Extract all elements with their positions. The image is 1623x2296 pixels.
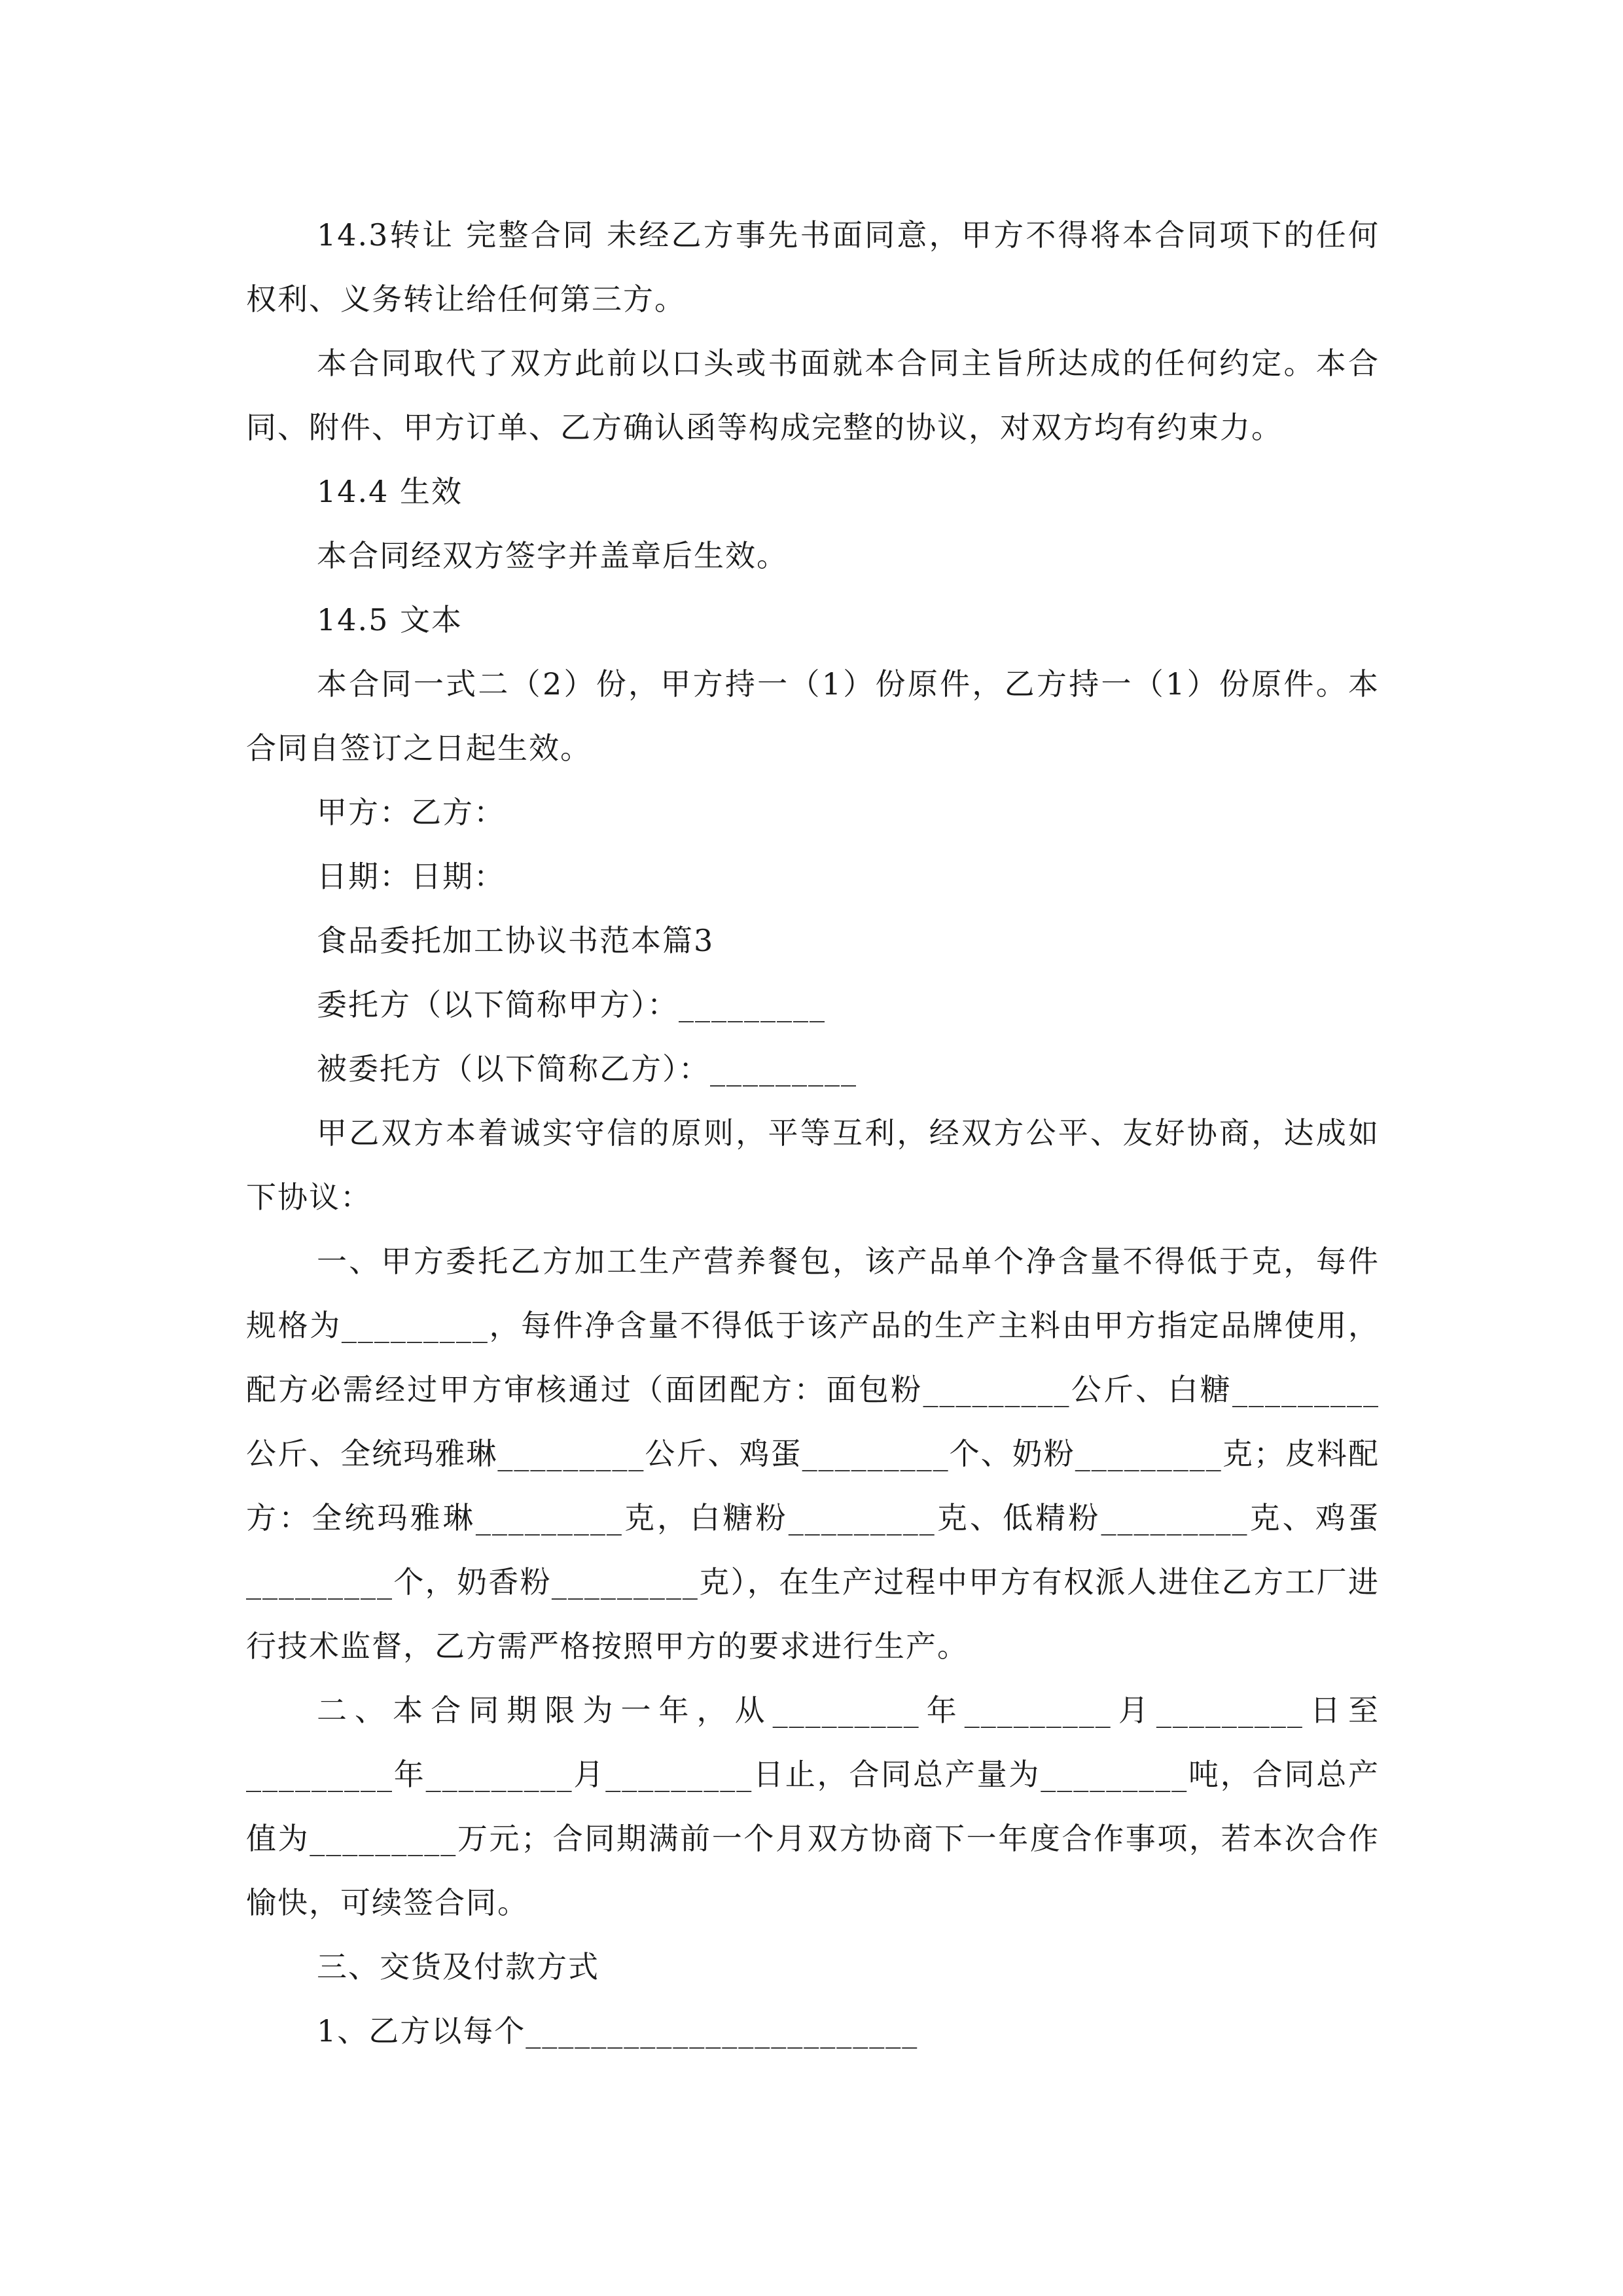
party-a-line: 委托方（以下简称甲方）：_________: [317, 987, 826, 1022]
preamble-paragraph: 甲乙双方本着诚实守信的原则，平等互利，经双方公平、友好协商，达成如下协议：: [246, 1115, 1380, 1215]
party-b-line: 被委托方（以下简称乙方）：_________: [317, 1051, 857, 1086]
article-3-heading: 三、交货及付款方式: [317, 1949, 599, 1984]
clause-14-4-text: 本合同经双方签字并盖章后生效。: [317, 538, 788, 573]
document-body: [246, 203, 1380, 2063]
clause-14-5-heading: 14.5 文本: [317, 602, 463, 637]
article-1-paragraph: 一、甲方委托乙方加工生产营养餐包，该产品单个净含量不得低于克，每件规格为_________，每件净含量不得低于该产品的生产主料由甲方指定品牌使用，配方必需经过甲方审核通过（面团配方：面包粉_________公斤、白糖_________公斤、全统玛雅琳_________公斤、鸡蛋_________个、奶粉_________克；皮料配方：全统玛雅琳_________克，白糖粉_________克、低精粉_________克、鸡蛋_________个，奶香粉_________克），在生产过程中甲方有权派人进住乙方工厂进行技术监督，乙方需严格按照甲方的要求进行生产。: [246, 1244, 1380, 1664]
clause-14-4-heading: 14.4 生效: [317, 474, 463, 509]
clause-14-3-transfer: 14.3转让 完整合同 未经乙方事先书面同意，甲方不得将本合同项下的任何权利、义务转让给任何第三方。: [246, 217, 1380, 317]
signature-parties-line: 甲方：乙方：: [317, 795, 505, 830]
section-title: 食品委托加工协议书范本篇3: [317, 923, 715, 958]
article-2-paragraph: 二、本合同期限为一年，从_________年_________月_________日至_________年_________月_________日止，合同总产量为_________吨，合同总产值为_________万元；合同期满前一个月双方协商下一年度合作事项，若本次合作愉快，可续签合同。: [246, 1693, 1380, 1920]
signature-dates-line: 日期：日期：: [317, 859, 505, 894]
entire-agreement-paragraph: 本合同取代了双方此前以口头或书面就本合同主旨所达成的任何约定。本合同、附件、甲方订单、乙方确认函等构成完整的协议，对双方均有约束力。: [246, 346, 1380, 445]
article-3-item-1: 1、乙方以每个________________________: [317, 2013, 919, 2049]
clause-14-5-text: 本合同一式二（2）份，甲方持一（1）份原件，乙方持一（1）份原件。本合同自签订之日起生效。: [246, 666, 1380, 766]
